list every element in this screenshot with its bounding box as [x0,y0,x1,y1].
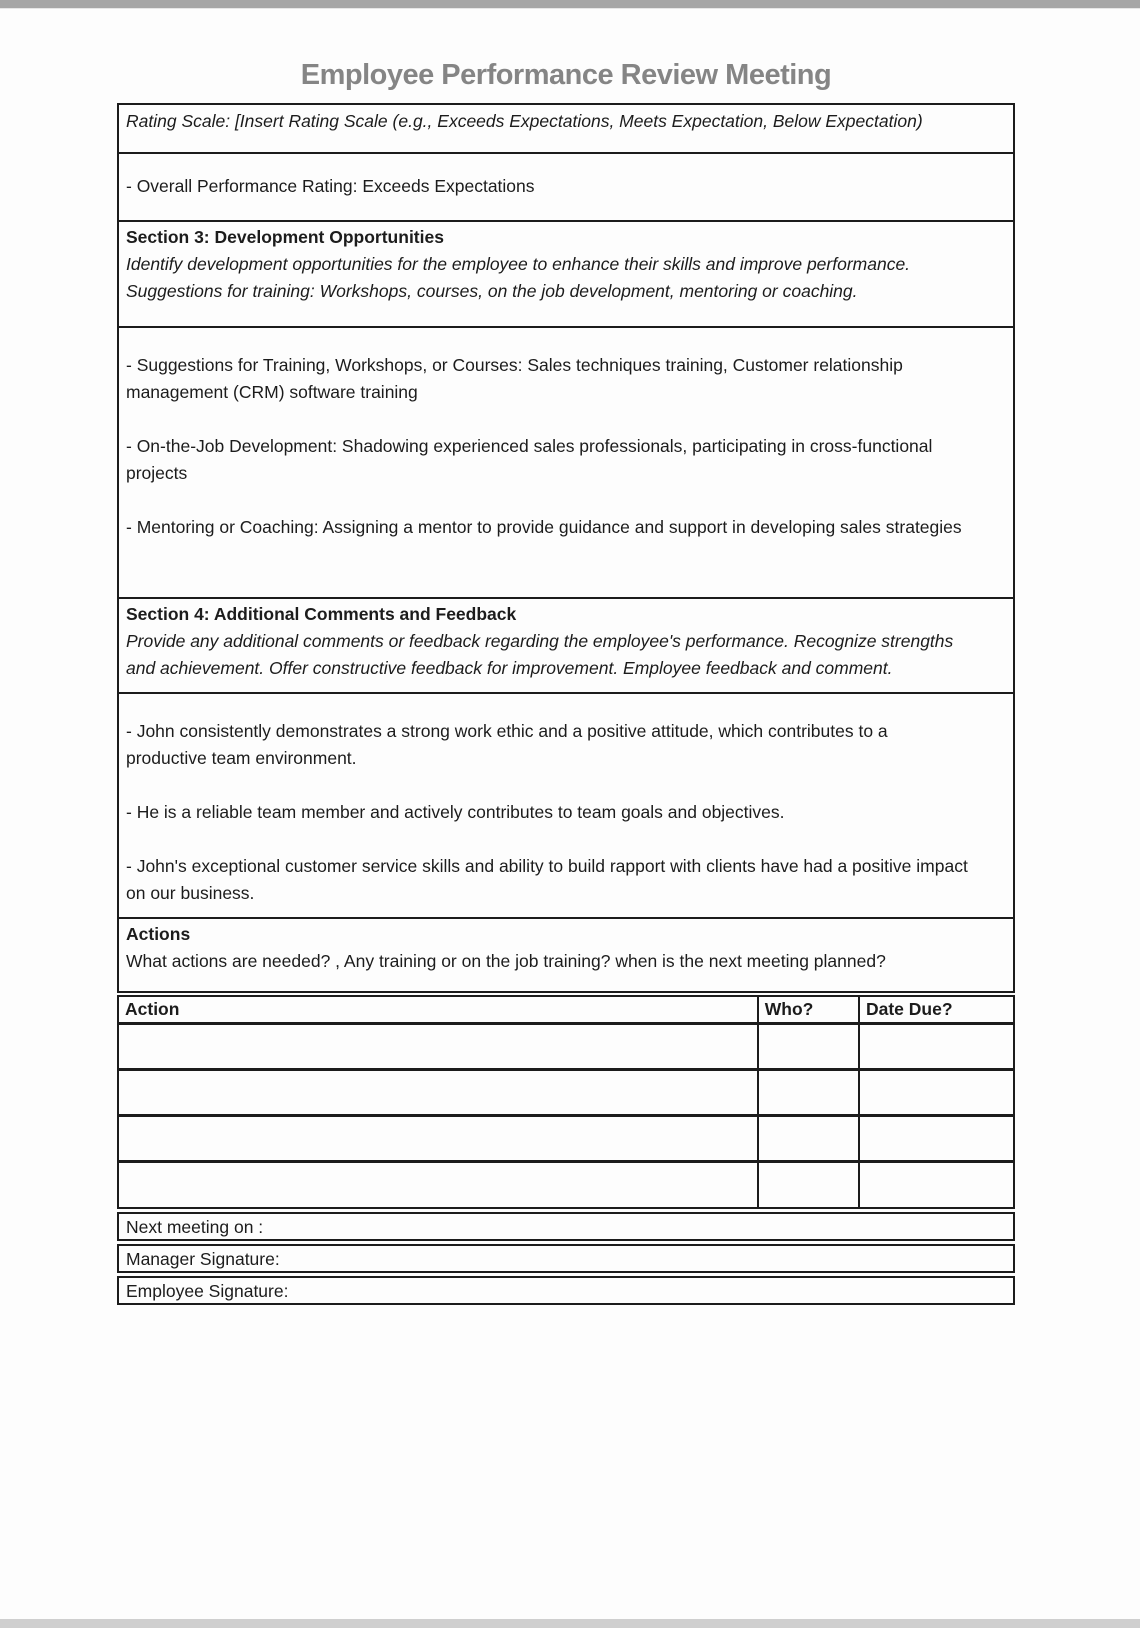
manager-signature-row [117,1244,1015,1273]
training-suggestions-item: - Suggestions for Training, Workshops, or Courses: Sales techniques training, Customer relationship management (CRM) software training [126,355,903,402]
rating-scale-note-row [119,105,1013,152]
employee-signature-row [117,1276,1015,1305]
action-row-1 [118,1024,1014,1070]
section-3-title: Section 3: Development Opportunities [126,227,444,247]
manager-signature-label: Manager Signature: [126,1248,280,1269]
action-column-header: Action [118,996,758,1024]
document-title: Employee Performance Review Meeting [300,59,832,91]
action-row-4 [118,1162,1014,1208]
section-4-title: Section 4: Additional Comments and Feedback [126,604,517,624]
employee-signature-label: Employee Signature: [126,1280,289,1301]
who-cell-4 [758,1162,859,1208]
action-row-2 [118,1070,1014,1116]
section-3-instructions: Identify development opportunities for the employee to enhance their skills and improve performance. Suggestions for training: Workshops, courses, on the job development, mentoring or coaching. [126,254,911,301]
on-the-job-development-item: - On-the-Job Development: Shadowing experienced sales professionals, participating in cross-functional projects [126,436,933,483]
section-3-header-row [119,220,1013,326]
top-edge-bar [0,0,1140,9]
section-3-body-row [119,326,1013,597]
actions-title: Actions [126,924,191,944]
review-form [117,103,1015,993]
actions-table-container [117,995,1015,1209]
actions-instructions: What actions are needed? , Any training or on the job training? when is the next meeting planned? [126,951,886,971]
bottom-edge-bar [0,1619,1140,1628]
document-page [117,9,1015,1305]
rating-scale-note: Rating Scale: [Insert Rating Scale (e.g., Exceeds Expectations, Meets Expectation, Below Expectation) [126,111,923,131]
action-cell-1 [118,1024,758,1070]
actions-header-row [119,917,1013,991]
action-cell-4 [118,1162,758,1208]
date-due-cell-1 [859,1024,1014,1070]
date-due-cell-2 [859,1070,1014,1116]
who-cell-3 [758,1116,859,1162]
who-cell-1 [758,1024,859,1070]
who-cell-2 [758,1070,859,1116]
actions-table [117,995,1015,1209]
section-4-instructions: Provide any additional comments or feedback regarding the employee's performance. Recognize strengths and achievement. Offer constructive feedback for improvement. Employee feedback and comment. [126,631,954,678]
action-cell-3 [118,1116,758,1162]
next-meeting-label: Next meeting on : [126,1216,264,1237]
date-due-column-header: Date Due? [859,996,1014,1024]
feedback-item-3: - John's exceptional customer service skills and ability to build rapport with clients have had a positive impact on our business. [126,856,968,903]
action-row-3 [118,1116,1014,1162]
date-due-cell-3 [859,1116,1014,1162]
actions-table-header-row [118,996,1014,1024]
who-column-header: Who? [758,996,859,1024]
mentoring-coaching-item: - Mentoring or Coaching: Assigning a mentor to provide guidance and support in developing sales strategies [126,517,962,537]
section-4-body-row [119,692,1013,917]
overall-rating-row [119,152,1013,220]
date-due-cell-4 [859,1162,1014,1208]
feedback-item-1: - John consistently demonstrates a strong work ethic and a positive attitude, which contributes to a productive team environment. [126,721,888,768]
overall-rating-text: - Overall Performance Rating: Exceeds Expectations [126,176,535,196]
feedback-item-2: - He is a reliable team member and actively contributes to team goals and objectives. [126,802,785,822]
section-4-header-row [119,597,1013,692]
next-meeting-row [117,1212,1015,1241]
action-cell-2 [118,1070,758,1116]
